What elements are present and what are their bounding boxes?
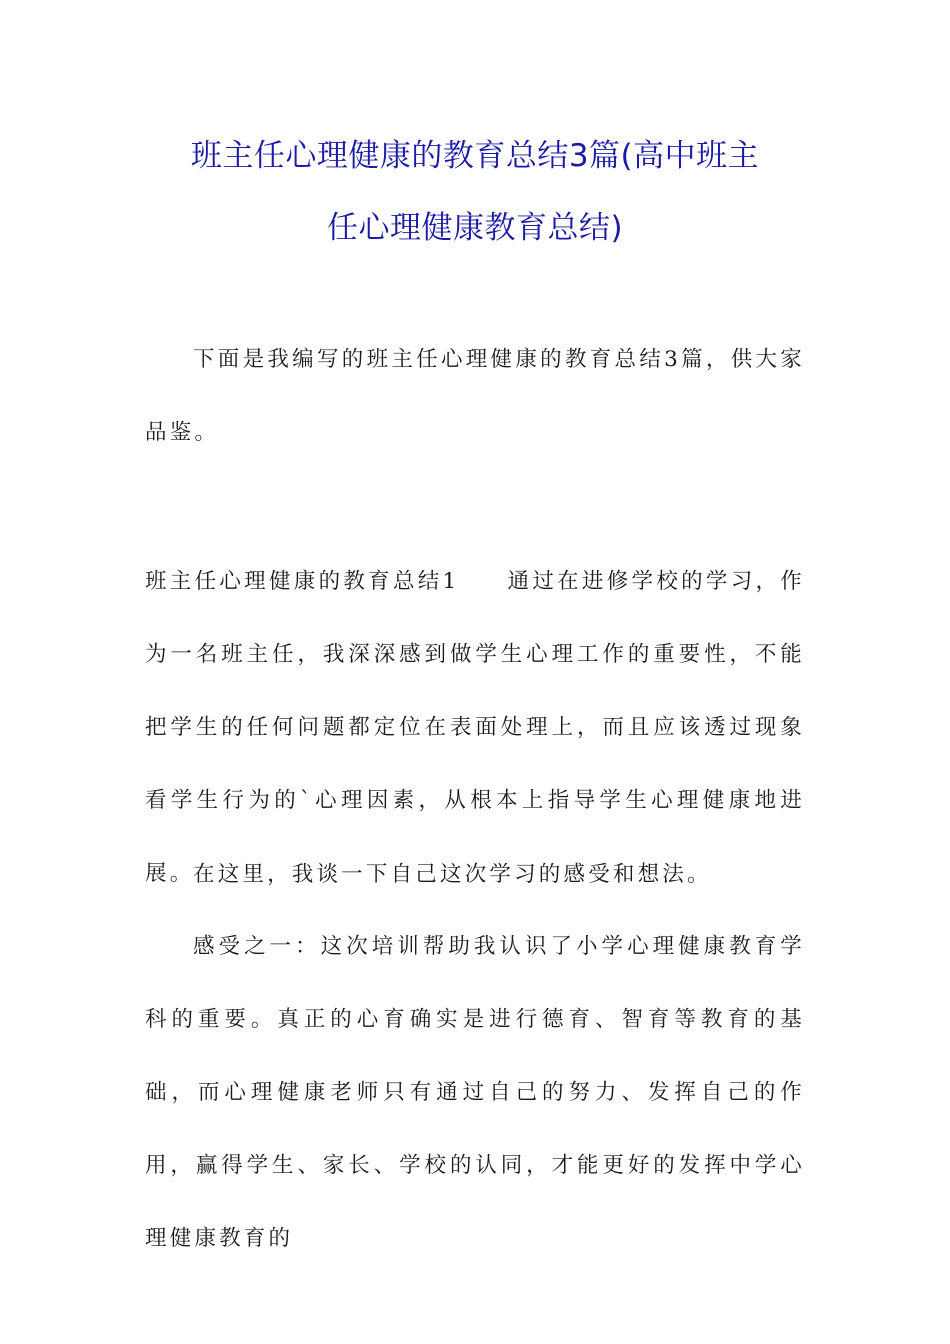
- title-line-1: 班主任心理健康的教育总结3篇(高中班主: [190, 138, 760, 174]
- paragraph-3: 感受之一：这次培训帮助我认识了小学心理健康教育学科的重要。真正的心育确实是进行德育、智育等教育的基础，而心理健康老师只有通过自己的努力、发挥自己的作用，赢得学生、家长、学校的认同，才能更好的发挥中学心理健康教育的: [145, 934, 805, 1251]
- section-1-text: 通过在进修学校的学习，作为一名班主任，我深深感到做学生心理工作的重要性，不能把学生的任何问题都定位在表面处理上，而且应该透过现象看学生行为的`心理因素，从根本上指导学生心理健康地进展。: [145, 569, 805, 886]
- intro-paragraph: 下面是我编写的班主任心理健康的教育总结3篇，供大家品鉴。: [145, 347, 805, 445]
- section-1-heading: 班主任心理健康的教育总结1: [145, 569, 460, 594]
- title-line-2: 任心理健康教育总结): [326, 210, 624, 246]
- document-title: [130, 120, 820, 264]
- paragraph-2: 在这里，我谈一下自己这次学习的感受和想法。: [193, 862, 712, 887]
